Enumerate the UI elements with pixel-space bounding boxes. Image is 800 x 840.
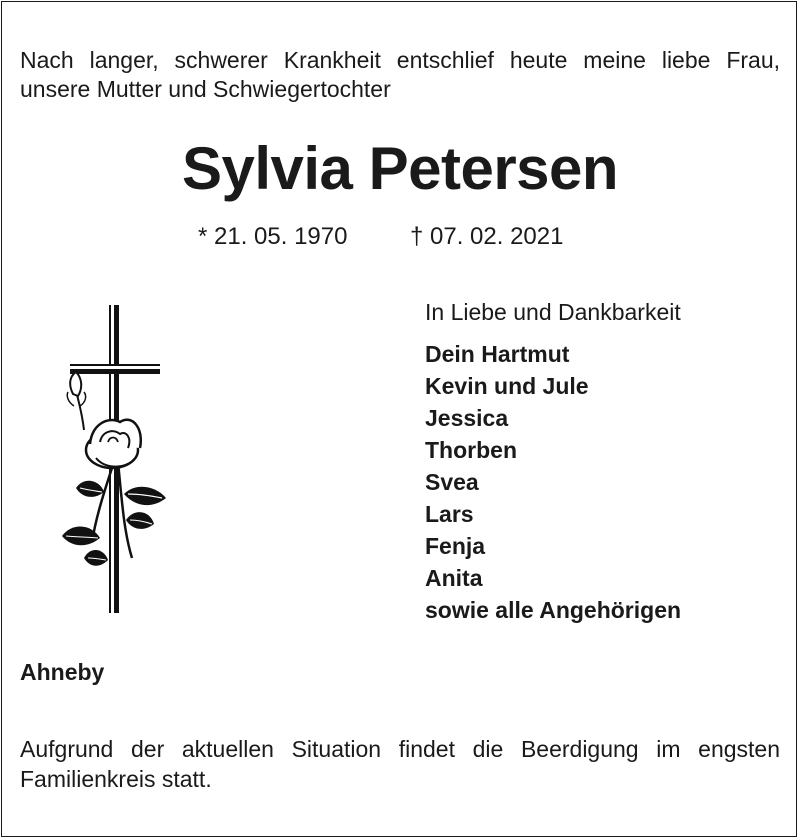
list-item: Jessica [425,405,509,431]
list-item: Anita [425,565,483,591]
list-item: Thorben [425,437,517,463]
birth-date: * 21. 05. 1970 [198,223,348,250]
deceased-name: Sylvia Petersen [181,135,619,202]
list-item: Lars [425,501,474,527]
list-item: Dein Hartmut [425,341,570,367]
list-item: Fenja [425,533,486,559]
list-item: Svea [425,469,479,495]
mourners-list [425,338,681,626]
list-item: sowie alle Angehörigen [425,597,682,623]
intro-text: Nach langer, schwerer Krankheit entschlief heute meine liebe Frau, unsere Mutter und Schwiegertochter [20,47,780,102]
list-item: Kevin und Jule [425,373,589,399]
death-date: † 07. 02. 2021 [410,223,564,250]
cross-with-rose-icon [56,302,174,616]
thanks-line: In Liebe und Dankbarkeit [425,299,681,325]
place-name: Ahneby [20,659,105,685]
funeral-notice: Aufgrund der aktuellen Situation findet die Beerdigung im engsten Familienkreis statt. [20,736,780,792]
